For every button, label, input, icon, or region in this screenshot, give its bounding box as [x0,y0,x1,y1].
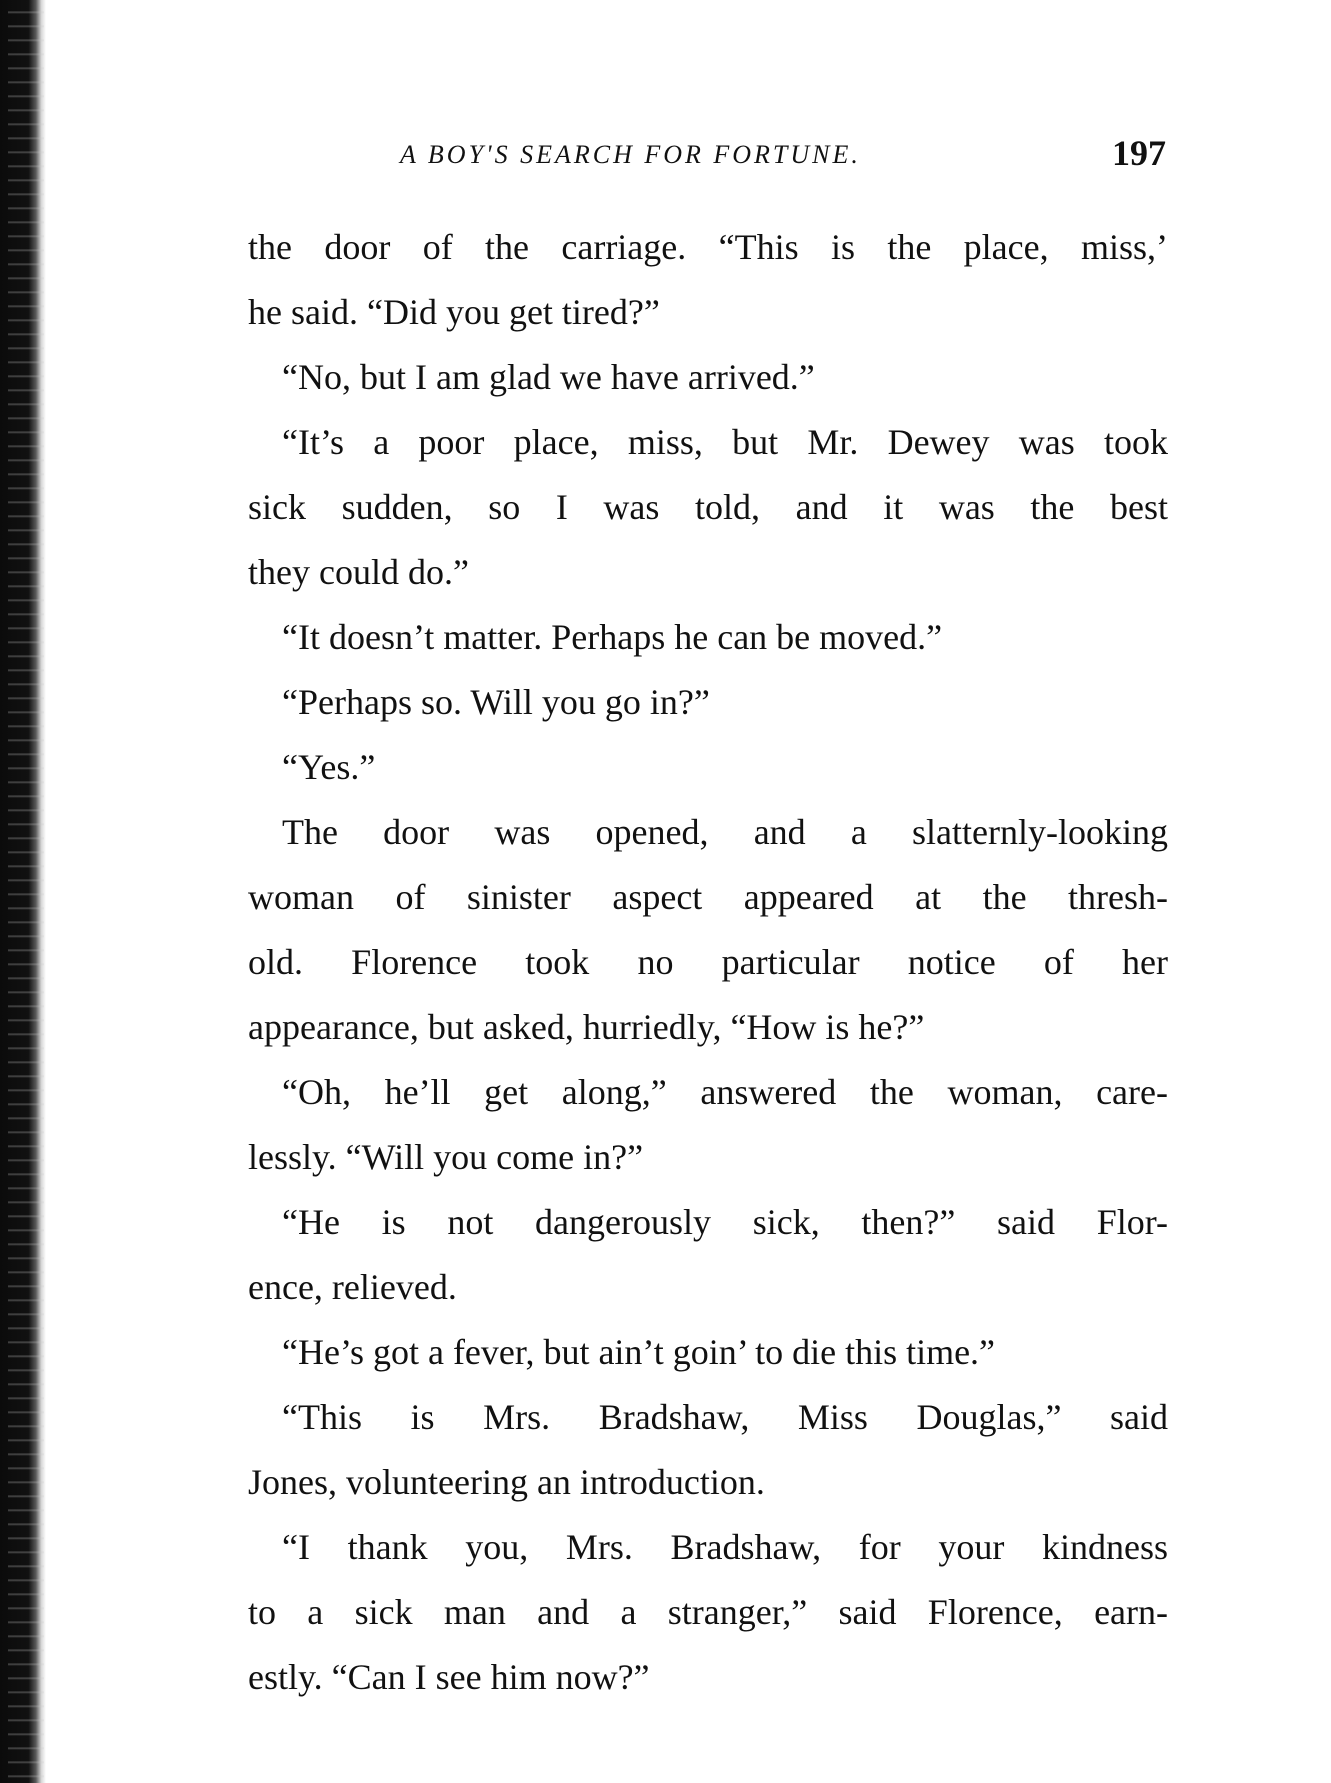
running-title: A BOY'S SEARCH FOR FORTUNE. [400,140,861,169]
body-text [248,215,1168,1710]
text-line: he said. “Did you get tired?” [248,292,660,332]
text-line: “Yes.” [282,747,376,787]
text-line: woman of sinister aspect appeared at the thresh- [248,877,1168,917]
text-line: “Oh, he’ll get along,” answered the woman, care- [282,1072,1168,1112]
text-line: ence, relieved. [248,1267,457,1307]
text-line: “He’s got a fever, but ain’t goin’ to die this time.” [282,1332,996,1372]
text-line: estly. “Can I see him now?” [248,1657,650,1697]
text-line: they could do.” [248,552,469,592]
text-line: appearance, but asked, hurriedly, “How is he?” [248,1007,925,1047]
text-line: “Perhaps so. Will you go in?” [282,682,710,722]
text-line: sick sudden, so I was told, and it was the best [248,487,1168,527]
text-line: old. Florence took no particular notice of her [248,942,1168,982]
text-line: to a sick man and a stranger,” said Florence, earn- [248,1592,1168,1632]
running-head [400,132,1170,182]
text-line: The door was opened, and a slatternly-looking [282,812,1168,852]
text-line: “I thank you, Mrs. Bradshaw, for your kindness [282,1527,1168,1567]
text-line: the door of the carriage. “This is the place, miss,’ [248,227,1168,267]
text-line: “This is Mrs. Bradshaw, Miss Douglas,” said [282,1397,1168,1437]
text-line: “It doesn’t matter. Perhaps he can be moved.” [282,617,943,657]
text-line: “It’s a poor place, miss, but Mr. Dewey was took [282,422,1168,462]
text-line: Jones, volunteering an introduction. [248,1462,765,1502]
text-line: lessly. “Will you come in?” [248,1137,644,1177]
page-number: 197 [1112,133,1166,173]
text-line: “No, but I am glad we have arrived.” [282,357,815,397]
spine-texture [8,0,44,1783]
text-line: “He is not dangerously sick, then?” said Flor- [282,1202,1168,1242]
